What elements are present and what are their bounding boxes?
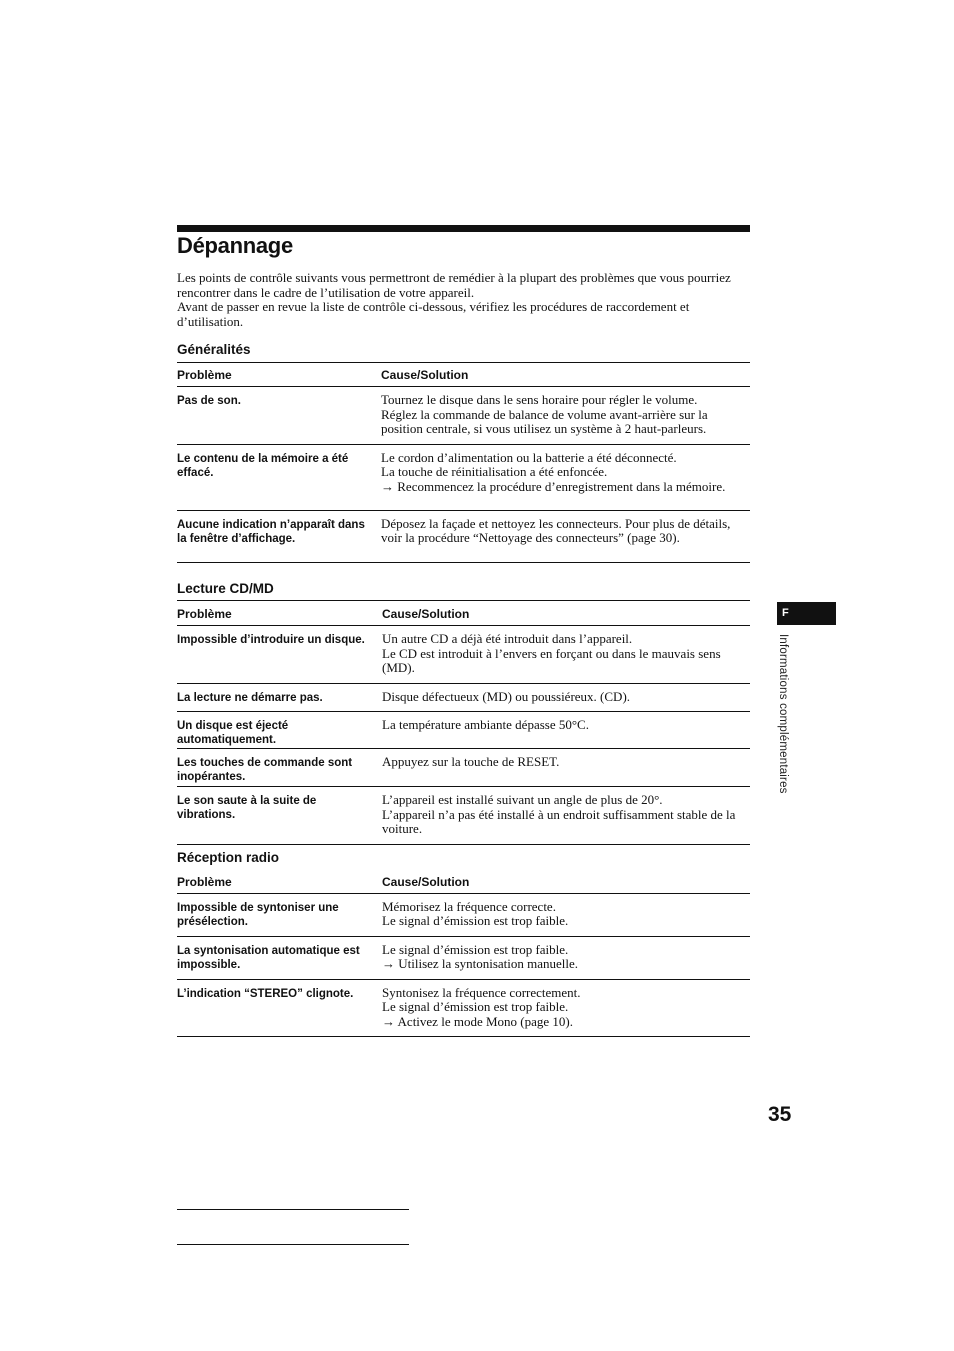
table-row — [177, 444, 750, 510]
cause-cell — [382, 626, 750, 684]
section-title-generalites: Généralités — [177, 342, 251, 357]
cause-line: La température ambiante dépasse 50°C. — [382, 717, 589, 732]
cause-line: Déposez la façade et nettoyez les connecteurs. Pour plus de détails, voir la procédure “Nettoyage des connecteurs” (page 30). — [381, 515, 731, 545]
cause-line: Disque défectueux (MD) ou poussiéreux. (CD). — [382, 688, 631, 704]
cause-cell — [381, 444, 750, 510]
problem-cell: Aucune indication n’apparaît dans la fenêtre d’affichage. — [177, 518, 365, 545]
cause-line: Le signal d’émission est trop faible. — [382, 941, 569, 957]
intro-paragraph-2: Avant de passer en revue la liste de contrôle ci-dessous, vérifiez les procédures de raccordement et d’utilisation. — [177, 299, 690, 329]
cause-line: L’appareil est installé suivant un angle de plus de 20°. — [382, 792, 663, 807]
cause-line: Un autre CD a déjà été introduit dans l’appareil. — [382, 631, 633, 646]
cause-line: Le signal d’émission est trop faible. — [382, 999, 569, 1014]
cause-line: La touche de réinitialisation a été enfoncée. — [381, 464, 608, 479]
table-lecture — [177, 600, 750, 845]
header-cause: Cause/Solution — [382, 874, 470, 889]
header-problem: Problème — [177, 874, 232, 889]
section-title-lecture: Lecture CD/MD — [177, 581, 274, 596]
page-number: 35 — [768, 1103, 792, 1126]
side-section-label: Informations complémentaires — [777, 634, 789, 794]
cause-cell — [382, 683, 750, 712]
cause-cell — [382, 749, 750, 787]
cause-line: Le signal d’émission est trop faible. — [382, 913, 569, 928]
page-title: Dépannage — [177, 233, 293, 258]
table-row — [177, 979, 750, 1037]
problem-cell: La syntonisation automatique est impossible. — [177, 944, 360, 971]
cause-line: Le CD est introduit à l’envers en forçant ou dans le mauvais sens (MD). — [382, 645, 721, 675]
footer-rule-2 — [177, 1244, 409, 1245]
cause-line: → Recommencez la procédure d’enregistrement dans la mémoire. — [381, 478, 726, 494]
cause-line: → Utilisez la syntonisation manuelle. — [382, 956, 579, 971]
cause-line: Tournez le disque dans le sens horaire pour régler le volume. — [381, 392, 698, 407]
cause-cell — [382, 979, 750, 1037]
title-rule — [177, 225, 750, 232]
table-row — [177, 749, 750, 787]
cause-cell — [382, 712, 750, 749]
cause-cell — [382, 936, 750, 979]
table-header-row — [177, 363, 750, 387]
header-cause: Cause/Solution — [381, 368, 469, 382]
intro-text — [177, 271, 752, 329]
table-generalites — [177, 362, 750, 563]
table-header-row — [177, 869, 750, 893]
header-problem: Problème — [177, 607, 232, 621]
table-row — [177, 387, 750, 445]
cause-line: Réglez la commande de balance de volume avant-arrière sur la position centrale, si vous utilisez un système à 2 haut-parleurs. — [381, 406, 708, 436]
cause-line: Syntonisez la fréquence correctement. — [382, 984, 581, 1000]
problem-cell: Impossible d’introduire un disque. — [177, 634, 365, 646]
cause-line: → Activez le mode Mono (page 10). — [382, 1013, 573, 1029]
cause-cell — [382, 893, 750, 936]
problem-cell: Pas de son. — [177, 395, 241, 407]
table-radio — [177, 869, 750, 1037]
side-tab: F — [777, 602, 836, 625]
cause-line: Le cordon d’alimentation ou la batterie a été déconnecté. — [381, 449, 677, 465]
header-problem: Problème — [177, 368, 232, 382]
table-row — [177, 712, 750, 749]
table-row — [177, 510, 750, 562]
problem-cell: Un disque est éjecté automatiquement. — [177, 720, 289, 746]
cause-line: L’appareil n’a pas été installé à un endroit suffisamment stable de la voiture. — [382, 806, 736, 836]
problem-cell: Impossible de syntoniser une présélection. — [177, 901, 339, 928]
table-row — [177, 683, 750, 712]
problem-cell: Le son saute à la suite de vibrations. — [177, 795, 317, 821]
table-row — [177, 936, 750, 979]
problem-cell: Le contenu de la mémoire a été effacé. — [177, 452, 349, 479]
problem-cell: L’indication “STEREO” clignote. — [177, 987, 354, 1000]
table-row — [177, 626, 750, 684]
intro-paragraph-1: Les points de contrôle suivants vous permettront de remédier à la plupart des problèmes que vous pourriez rencontrer dans le cadre de l’utilisation de votre appareil. — [177, 270, 731, 300]
cause-cell — [381, 387, 750, 445]
table-header-row — [177, 601, 750, 626]
cause-cell — [382, 787, 750, 845]
cause-cell — [381, 510, 750, 562]
footer-rule-1 — [177, 1209, 409, 1210]
cause-line: Appuyez sur la touche de RESET. — [382, 754, 560, 769]
table-row — [177, 787, 750, 845]
header-cause: Cause/Solution — [382, 607, 470, 621]
cause-line: Mémorisez la fréquence correcte. — [382, 898, 556, 914]
table-row — [177, 893, 750, 936]
problem-cell: La lecture ne démarre pas. — [177, 691, 323, 704]
section-title-radio: Réception radio — [177, 850, 280, 865]
problem-cell: Les touches de commande sont inopérantes. — [177, 757, 353, 783]
